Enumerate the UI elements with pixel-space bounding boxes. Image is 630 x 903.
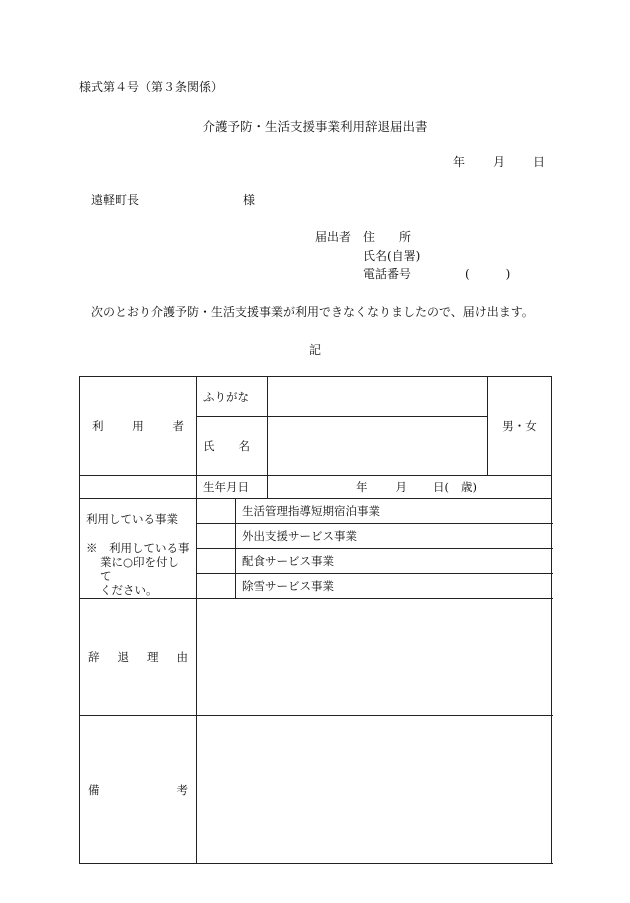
reason-label-char: 辞: [88, 650, 100, 664]
name-label-char: 氏: [203, 439, 215, 454]
reason-label-char: 理: [147, 650, 159, 664]
filer-phone-paren: ( ): [465, 267, 511, 281]
name-field[interactable]: [268, 417, 488, 476]
note-line: ※ 利用している事: [86, 541, 190, 555]
addressee-name: 遠軽町長: [91, 193, 140, 207]
ki-heading: 記: [308, 343, 321, 357]
form-table: [79, 376, 552, 864]
filer-label: 届出者: [315, 230, 352, 244]
services-label: 利用している事業: [86, 512, 178, 526]
service-mark-3[interactable]: [197, 549, 236, 574]
user-label-char: 利: [92, 419, 104, 433]
filer-name-label: 氏名(自署): [363, 249, 421, 263]
date-line: [453, 156, 545, 168]
service-item-1: 生活管理指導短期宿泊事業: [236, 499, 552, 524]
remarks-label: [80, 716, 197, 864]
dob-year: 年: [356, 480, 368, 494]
service-item-2: 外出支援サービス事業: [236, 524, 552, 549]
addressee: [91, 193, 256, 207]
user-label-char: 用: [132, 419, 144, 433]
honorific: 様: [243, 193, 256, 207]
remarks-label-char: 考: [176, 782, 188, 797]
date-year: 年: [453, 155, 466, 169]
dob-label: 生年月日: [197, 476, 268, 499]
gender-cell[interactable]: 男・女: [488, 377, 552, 476]
user-label-char: 者: [172, 419, 184, 433]
service-mark-2[interactable]: [197, 524, 236, 549]
service-mark-1[interactable]: [197, 499, 236, 524]
name-label-char: 名: [238, 439, 250, 454]
service-mark-4[interactable]: [197, 574, 236, 599]
remarks-label-char: 備: [88, 782, 100, 797]
reason-label-char: 由: [176, 650, 188, 664]
reason-label: [80, 599, 197, 716]
services-note: [86, 541, 190, 597]
remarks-field[interactable]: [197, 716, 552, 864]
form-number: 様式第４号（第３条関係）: [79, 80, 224, 94]
note-line: ください。: [100, 583, 158, 597]
dob-month: 月: [395, 480, 407, 494]
filer-address-label: 住 所: [363, 230, 412, 244]
service-item-4: 除雪サービス事業: [236, 574, 552, 599]
document-title: 介護予防・生活支援事業利用辞退届出書: [202, 119, 428, 134]
furigana-field[interactable]: [268, 377, 488, 417]
date-month: 月: [493, 155, 506, 169]
service-item-3: 配食サービス事業: [236, 549, 552, 574]
note-line: 業に○印を付して: [100, 555, 180, 583]
filer-phone-label: 電話番号: [363, 267, 412, 281]
user-label-cell: [80, 377, 197, 476]
date-day: 日: [533, 155, 546, 169]
dob-age: 歳): [461, 480, 477, 494]
name-label: [197, 417, 268, 476]
services-label-cell: [80, 499, 197, 599]
dob-field[interactable]: [268, 476, 552, 499]
dob-blank: [80, 476, 197, 499]
dob-day: 日(: [433, 480, 449, 494]
statement: 次のとおり介護予防・生活支援事業が利用できなくなりましたので、届け出ます。: [91, 305, 534, 319]
furigana-label: ふりがな: [197, 377, 268, 417]
reason-label-char: 退: [117, 650, 129, 664]
reason-field[interactable]: [197, 599, 552, 716]
